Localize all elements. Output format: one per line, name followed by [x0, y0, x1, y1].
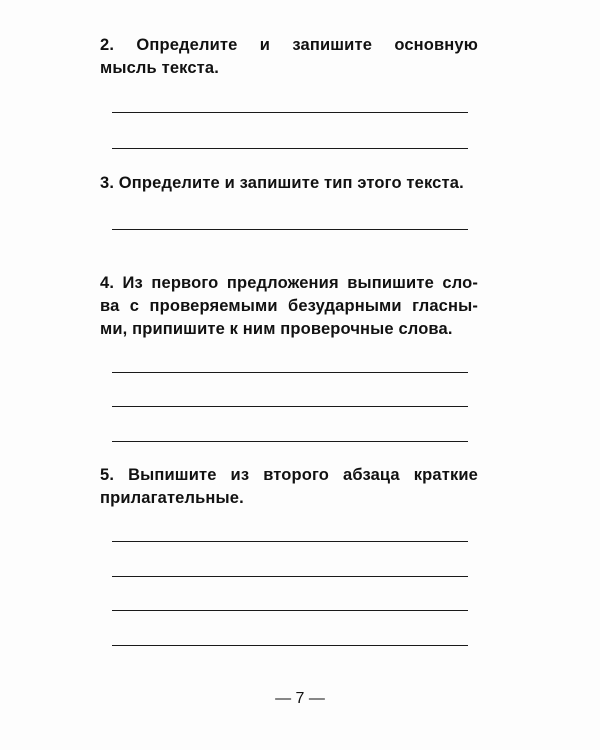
task-4-line-3: ми, припишите к ним проверочные слова.: [100, 320, 453, 338]
task-4-answer-line-2[interactable]: [112, 406, 468, 407]
task-5-line-1: 5. Выпишите из второго абзаца краткие: [100, 466, 478, 484]
task-3-prompt: [100, 172, 478, 195]
task-5-answer-line-4[interactable]: [112, 645, 468, 646]
task-5-answer-line-1[interactable]: [112, 541, 468, 542]
task-4-answer-line-3[interactable]: [112, 441, 468, 442]
task-4-line-1: 4. Из первого предложения выпишите сло-: [100, 274, 478, 292]
task-2-line-2: мысль текста.: [100, 59, 219, 77]
task-5-prompt: [100, 464, 478, 510]
task-4-prompt: [100, 272, 478, 341]
task-3-answer-line-1[interactable]: [112, 229, 468, 230]
page-number: — 7 —: [275, 690, 325, 707]
task-2-line-1: 2. Определите и запишите основную: [100, 36, 478, 54]
task-2-answer-line-2[interactable]: [112, 148, 468, 149]
task-4-line-2: ва с проверяемыми безударными гласны-: [100, 297, 478, 315]
task-3-line-1: 3. Определите и запишите тип этого текста.: [100, 174, 464, 192]
task-5-answer-line-2[interactable]: [112, 576, 468, 577]
task-5-line-2: прилагательные.: [100, 489, 244, 507]
task-4-answer-line-1[interactable]: [112, 372, 468, 373]
task-2-prompt: [100, 34, 478, 80]
task-2-answer-line-1[interactable]: [112, 112, 468, 113]
task-5-answer-line-3[interactable]: [112, 610, 468, 611]
